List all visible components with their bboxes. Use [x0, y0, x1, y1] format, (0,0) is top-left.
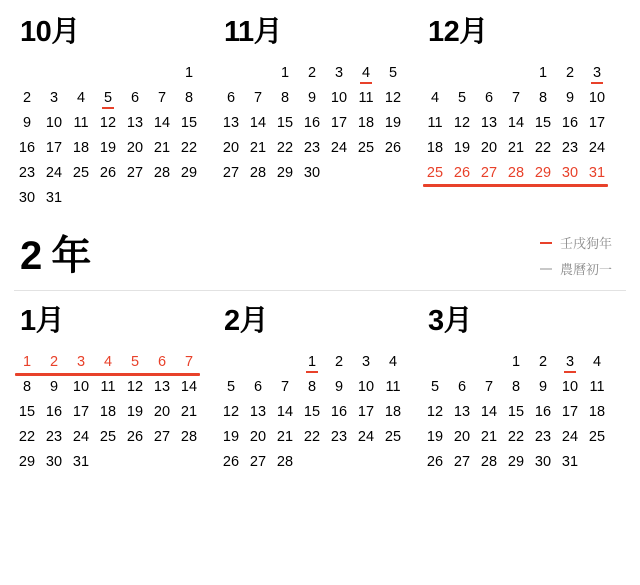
day-cell[interactable]: 19 — [384, 115, 402, 131]
day-cell[interactable]: 28 — [153, 165, 171, 181]
day-cell-highlighted[interactable]: 3 — [76, 354, 86, 370]
day-cell[interactable]: 25 — [99, 429, 117, 445]
day-cell[interactable]: 18 — [72, 140, 90, 156]
day-cell[interactable]: 20 — [153, 404, 171, 420]
day-cell[interactable]: 19 — [222, 429, 240, 445]
day-cell[interactable]: 1 — [299, 350, 325, 375]
day-cell[interactable]: 8 — [184, 90, 194, 106]
day-cell[interactable]: 13 — [153, 379, 171, 395]
day-cell-highlighted[interactable]: 25 — [426, 165, 444, 181]
day-cell[interactable]: 23 — [303, 140, 321, 156]
day-cell[interactable]: 17 — [330, 115, 348, 131]
day-cell[interactable]: 21 — [249, 140, 267, 156]
day-cell[interactable]: 11 — [385, 379, 401, 395]
day-cell[interactable]: 17 — [588, 115, 606, 131]
day-cell[interactable]: 7 — [157, 90, 167, 106]
day-cell[interactable]: 20 — [222, 140, 240, 156]
day-cell[interactable]: 26 — [426, 454, 444, 470]
legend — [540, 233, 626, 278]
day-cell[interactable]: 21 — [153, 140, 171, 156]
day-cell-highlighted[interactable]: 27 — [480, 165, 498, 181]
day-cell[interactable]: 3 — [361, 354, 371, 370]
day-cell[interactable]: 30 — [45, 454, 63, 470]
day-cell[interactable]: 18 — [99, 404, 117, 420]
day-cell[interactable]: 20 — [480, 140, 498, 156]
day-cell[interactable]: 5 — [430, 379, 440, 395]
day-cell[interactable]: 26 — [384, 140, 402, 156]
day-cell[interactable]: 26 — [222, 454, 240, 470]
day-cell[interactable]: 11 — [73, 115, 89, 131]
legend-swatch-red-icon — [540, 242, 552, 244]
day-cell[interactable]: 13 — [453, 404, 471, 420]
day-cell[interactable]: 4 — [430, 90, 440, 106]
day-cell-highlighted[interactable]: 28 — [507, 165, 525, 181]
legend-label: 農曆初一 — [559, 262, 612, 277]
day-cell[interactable]: 10 — [561, 379, 579, 395]
day-cell[interactable]: 8 — [538, 90, 548, 106]
day-cell[interactable]: 1 — [511, 354, 521, 370]
day-cell[interactable]: 12 — [222, 404, 240, 420]
day-cell[interactable]: 23 — [330, 429, 348, 445]
month-block — [422, 307, 626, 475]
month-title: 3月 — [428, 305, 473, 337]
day-cell[interactable]: 31 — [45, 190, 63, 206]
day-cell[interactable]: 3 — [334, 65, 344, 81]
day-cell[interactable]: 7 — [511, 90, 521, 106]
day-cell[interactable]: 9 — [565, 90, 575, 106]
day-cell[interactable]: 20 — [453, 429, 471, 445]
day-cell-highlighted[interactable]: 31 — [588, 165, 606, 181]
day-cell[interactable]: 10 — [330, 90, 348, 106]
month-day-grid — [218, 61, 418, 186]
day-cell[interactable]: 5 — [95, 86, 121, 111]
day-cell[interactable]: 9 — [49, 379, 59, 395]
day-cell[interactable]: 2 — [565, 65, 575, 81]
day-cell[interactable]: 28 — [180, 429, 198, 445]
day-cell-highlighted[interactable]: 26 — [453, 165, 471, 181]
day-cell[interactable]: 20 — [126, 140, 144, 156]
day-cell[interactable]: 4 — [353, 61, 379, 86]
month-day-grid — [218, 350, 418, 475]
day-cell[interactable]: 19 — [426, 429, 444, 445]
day-cell[interactable]: 23 — [45, 429, 63, 445]
day-cell[interactable]: 10 — [357, 379, 375, 395]
month-row-top — [0, 0, 640, 211]
day-cell[interactable]: 18 — [357, 115, 375, 131]
month-block — [14, 18, 218, 211]
day-cell[interactable]: 21 — [276, 429, 294, 445]
month-day-grid — [422, 350, 622, 475]
day-cell[interactable]: 2 — [334, 354, 344, 370]
day-cell[interactable]: 27 — [153, 429, 171, 445]
day-cell[interactable]: 13 — [222, 115, 240, 131]
day-cell[interactable]: 17 — [357, 404, 375, 420]
day-cell[interactable]: 9 — [334, 379, 344, 395]
day-cell[interactable]: 12 — [126, 379, 144, 395]
day-cell[interactable]: 11 — [100, 379, 116, 395]
day-cell[interactable]: 24 — [45, 165, 63, 181]
month-day-grid — [14, 350, 214, 475]
day-cell[interactable]: 22 — [507, 429, 525, 445]
day-cell[interactable]: 19 — [99, 140, 117, 156]
day-cell[interactable]: 2 — [22, 90, 32, 106]
day-cell[interactable]: 14 — [249, 115, 267, 131]
day-cell[interactable]: 14 — [180, 379, 198, 395]
day-cell[interactable]: 14 — [507, 115, 525, 131]
month-block — [14, 307, 218, 475]
month-block — [422, 18, 626, 211]
day-cell[interactable]: 24 — [330, 140, 348, 156]
day-cell[interactable]: 15 — [303, 404, 321, 420]
day-cell[interactable]: 16 — [18, 140, 36, 156]
day-cell[interactable]: 8 — [511, 379, 521, 395]
day-cell[interactable]: 18 — [588, 404, 606, 420]
day-cell[interactable]: 3 — [584, 61, 610, 86]
day-cell[interactable]: 6 — [226, 90, 236, 106]
day-cell[interactable]: 15 — [507, 404, 525, 420]
day-cell[interactable]: 26 — [126, 429, 144, 445]
day-cell[interactable]: 4 — [76, 90, 86, 106]
day-cell[interactable]: 17 — [561, 404, 579, 420]
month-title: 12月 — [428, 16, 488, 48]
day-cell[interactable]: 12 — [426, 404, 444, 420]
day-cell[interactable]: 5 — [388, 65, 398, 81]
day-cell[interactable]: 24 — [561, 429, 579, 445]
day-cell[interactable]: 21 — [180, 404, 198, 420]
day-cell[interactable]: 27 — [222, 165, 240, 181]
day-cell[interactable]: 4 — [388, 354, 398, 370]
day-cell-highlighted[interactable]: 1 — [22, 354, 32, 370]
day-cell[interactable]: 16 — [534, 404, 552, 420]
week-highlight-underline — [423, 184, 608, 187]
day-cell[interactable]: 23 — [561, 140, 579, 156]
year-separator — [0, 211, 640, 290]
day-cell[interactable]: 28 — [249, 165, 267, 181]
day-cell[interactable]: 1 — [280, 65, 290, 81]
day-cell[interactable]: 15 — [276, 115, 294, 131]
day-cell[interactable]: 15 — [18, 404, 36, 420]
day-cell[interactable]: 9 — [538, 379, 548, 395]
day-cell[interactable]: 15 — [180, 115, 198, 131]
day-cell[interactable]: 26 — [99, 165, 117, 181]
day-cell[interactable]: 30 — [18, 190, 36, 206]
day-cell[interactable]: 22 — [303, 429, 321, 445]
day-cell[interactable]: 12 — [453, 115, 471, 131]
day-cell[interactable]: 2 — [538, 354, 548, 370]
day-cell[interactable]: 15 — [534, 115, 552, 131]
day-cell[interactable]: 9 — [307, 90, 317, 106]
day-cell[interactable]: 19 — [453, 140, 471, 156]
day-cell[interactable]: 28 — [480, 454, 498, 470]
day-cell[interactable]: 11 — [358, 90, 374, 106]
day-cell[interactable]: 10 — [588, 90, 606, 106]
day-cell-highlighted[interactable]: 7 — [184, 354, 194, 370]
day-cell[interactable]: 29 — [276, 165, 294, 181]
day-cell[interactable]: 22 — [180, 140, 198, 156]
year-title: 2 年 — [20, 233, 91, 278]
day-cell[interactable]: 14 — [153, 115, 171, 131]
day-cell[interactable]: 11 — [427, 115, 443, 131]
month-title: 10月 — [20, 16, 80, 48]
day-cell[interactable]: 29 — [180, 165, 198, 181]
day-cell[interactable]: 22 — [18, 429, 36, 445]
month-title: 2月 — [224, 305, 269, 337]
day-cell[interactable]: 30 — [534, 454, 552, 470]
day-cell[interactable]: 31 — [561, 454, 579, 470]
day-cell[interactable]: 6 — [130, 90, 140, 106]
day-cell[interactable]: 7 — [280, 379, 290, 395]
day-cell[interactable]: 3 — [49, 90, 59, 106]
day-cell[interactable]: 2 — [307, 65, 317, 81]
day-cell[interactable]: 6 — [484, 90, 494, 106]
day-cell[interactable]: 18 — [426, 140, 444, 156]
day-cell[interactable]: 25 — [588, 429, 606, 445]
day-cell[interactable]: 28 — [276, 454, 294, 470]
day-cell[interactable]: 21 — [507, 140, 525, 156]
day-cell[interactable]: 7 — [253, 90, 263, 106]
day-cell[interactable]: 13 — [126, 115, 144, 131]
day-cell[interactable]: 13 — [249, 404, 267, 420]
day-cell[interactable]: 12 — [99, 115, 117, 131]
day-cell[interactable]: 4 — [592, 354, 602, 370]
day-cell[interactable]: 1 — [184, 65, 194, 81]
day-cell-highlighted[interactable]: 4 — [103, 354, 113, 370]
day-cell[interactable]: 8 — [307, 379, 317, 395]
day-cell-highlighted[interactable]: 2 — [49, 354, 59, 370]
day-cell[interactable]: 22 — [534, 140, 552, 156]
day-cell[interactable]: 20 — [249, 429, 267, 445]
day-cell[interactable]: 25 — [384, 429, 402, 445]
day-cell-highlighted[interactable]: 29 — [534, 165, 552, 181]
day-cell[interactable]: 14 — [276, 404, 294, 420]
day-cell[interactable]: 27 — [249, 454, 267, 470]
day-cell[interactable]: 5 — [226, 379, 236, 395]
day-cell[interactable]: 16 — [45, 404, 63, 420]
month-title: 1月 — [20, 305, 65, 337]
day-cell[interactable]: 17 — [72, 404, 90, 420]
day-cell[interactable]: 23 — [534, 429, 552, 445]
month-block — [218, 18, 422, 211]
day-cell[interactable]: 19 — [126, 404, 144, 420]
day-cell[interactable]: 29 — [507, 454, 525, 470]
day-cell[interactable]: 8 — [280, 90, 290, 106]
month-day-grid — [422, 61, 622, 186]
day-cell[interactable]: 13 — [480, 115, 498, 131]
day-cell[interactable]: 21 — [480, 429, 498, 445]
month-row-bottom — [0, 291, 640, 475]
day-cell[interactable]: 24 — [357, 429, 375, 445]
day-cell[interactable]: 10 — [72, 379, 90, 395]
day-cell-highlighted[interactable]: 30 — [561, 165, 579, 181]
day-cell[interactable]: 18 — [384, 404, 402, 420]
day-cell[interactable]: 6 — [457, 379, 467, 395]
day-cell[interactable]: 6 — [253, 379, 263, 395]
day-cell[interactable]: 27 — [453, 454, 471, 470]
day-cell[interactable]: 12 — [384, 90, 402, 106]
day-cell[interactable]: 24 — [72, 429, 90, 445]
legend-label: 壬戌狗年 — [559, 236, 612, 251]
legend-item — [540, 259, 612, 278]
day-cell-highlighted[interactable]: 6 — [157, 354, 167, 370]
day-cell[interactable]: 17 — [45, 140, 63, 156]
legend-swatch-grey-icon — [540, 268, 552, 270]
legend-item — [540, 233, 612, 252]
day-cell[interactable]: 14 — [480, 404, 498, 420]
month-day-grid — [14, 61, 214, 211]
day-cell[interactable]: 1 — [538, 65, 548, 81]
day-cell[interactable]: 9 — [22, 115, 32, 131]
day-cell[interactable]: 25 — [72, 165, 90, 181]
day-cell[interactable]: 7 — [484, 379, 494, 395]
day-cell-highlighted[interactable]: 5 — [130, 354, 140, 370]
day-cell[interactable]: 16 — [303, 115, 321, 131]
day-cell[interactable]: 3 — [557, 350, 583, 375]
day-cell[interactable]: 29 — [18, 454, 36, 470]
day-cell[interactable]: 30 — [303, 165, 321, 181]
month-title: 11月 — [224, 16, 283, 48]
day-cell[interactable]: 16 — [561, 115, 579, 131]
day-cell[interactable]: 16 — [330, 404, 348, 420]
day-cell[interactable]: 24 — [588, 140, 606, 156]
day-cell[interactable]: 5 — [457, 90, 467, 106]
day-cell[interactable]: 31 — [72, 454, 90, 470]
day-cell[interactable]: 25 — [357, 140, 375, 156]
day-cell[interactable]: 10 — [45, 115, 63, 131]
day-cell[interactable]: 11 — [589, 379, 605, 395]
month-block — [218, 307, 422, 475]
day-cell[interactable]: 8 — [22, 379, 32, 395]
day-cell[interactable]: 23 — [18, 165, 36, 181]
day-cell[interactable]: 27 — [126, 165, 144, 181]
day-cell[interactable]: 22 — [276, 140, 294, 156]
